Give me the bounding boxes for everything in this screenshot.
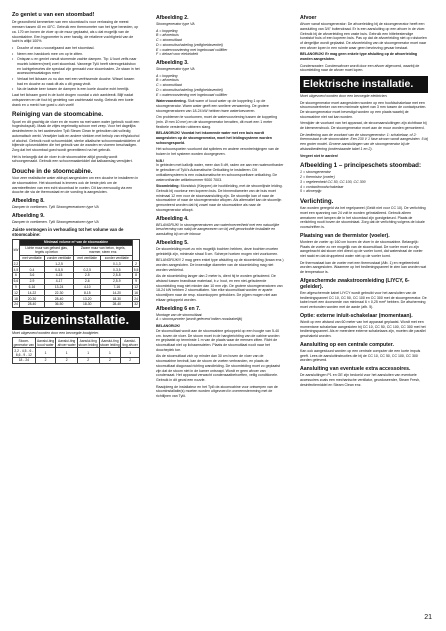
- steam-line-text: Mondstuk (Kleppen) de hoofdleiding, met de stroomlijnde leiding. Gebruik bij voorkeur een koperen buis. De binnendiameter van de buis moet minimaal 12 mm voor de stoomaansluiting zijn. De stoomlijn kan of naar de stoomcabine of naar de stoomgenerator aflopen. Als alternatief kan de stoomlijn gemonteerd worden dat hij zowel naar de stoomcabine als naar de stoomgenerator afloopt.: [156, 184, 283, 212]
- table-cell: 24: [134, 296, 138, 301]
- table-cell: 6,6: [13, 279, 19, 284]
- table-cell: 9: [133, 278, 140, 284]
- table-header-cell: Aanslui-ting afvoer water: [57, 338, 76, 347]
- page-number: 21: [424, 614, 432, 621]
- important-note: BELANGRIJK! Voordat het inkomende water met een buis wordt aangesloten op de stoomgenerator, moet het leidingsysteem worden schoongespoeld.: [156, 131, 272, 145]
- column-middle: [156, 12, 284, 401]
- figure-5-insulation: Als de stoomleiding langer dan 2 meter is, dient hij te worden geïsoleerd. De afstand tussen brandbaar materiaal, b.v. hout, en een niet-geïsoleerde stoomleiding mag niet minder dan 10 mm zijn. De grotere stoomgeneratoren van 18-24 kW hebben 2 stoomuitlaten. Van elke stoomuitlaat worden er aparte stoomlijnen naar de resp. stoomkoppen getrokken. De pijpen mogen niet aan elkaar gekoppeld worden.: [156, 274, 283, 302]
- figure-6-heading: Afbeelding 6 en 7.: [156, 305, 201, 312]
- table-cell: 7-16: [101, 284, 133, 290]
- intro-paragraph: De gezondheid kenmerken van een stoombad is voor verlossing de meest mensen tussen 40 en 40°C. Gebruik een thermometer van het type beneden, op ca. 170 cm boven de vloer op de muur geplaatst, als u dat mogelijk van de stoomkabine. Een hygrometer is zeer handig, de relatieve vochtigheid van de lucht is altijd 100%.: [12, 20, 139, 44]
- flush-paragraph: Het schoonspoelen voorkomt dat splinters en andere verontreinigingen van de buizen in het systeem worden doorgegeven.: [156, 147, 279, 157]
- shielded-cable-paragraph: Een afgeschermde kabel LIYCY wordt gebruikt voor het aansluiten van de bedieningspaneel CC 10, CC 50, CC 100 en CC 300 met de stoomgenerator. De kabel moet een doorsnede van minimaal 6 × 0,25 mm² hebben. De afscherming moet verbonden worden met de aarde (afb. 5).: [300, 290, 427, 310]
- table-cell: 2-6: [74, 278, 101, 284]
- figure-1-item: 4 = contact/noodschakelaar: [300, 184, 344, 189]
- col-heavy-wall: Zware muur van beton, tegels, marmer, steen enz.: [74, 245, 133, 255]
- figure-2-item: A = koppeling: [156, 28, 178, 33]
- table-cell: 12: [14, 290, 18, 295]
- table-cell: 4-17: [44, 278, 73, 284]
- table-cell: 3-6: [19, 273, 44, 279]
- electrical-paragraph: De stoomgenerator moet aangesloten worden op een hoofdschakelaar met een stroomonderbreker van een minimale spleet van 3 mm tussen de contactpunten. De stroomgenerator moet bevestigd worden op een plaats waarbij de stoomcabine niet nat kan worden.: [300, 100, 427, 119]
- table-cell: 18: [14, 296, 18, 301]
- table-cell: 6-16: [19, 284, 44, 290]
- figure-5-note: BELANGRIJK!!! 2 mag geen enkel type afsluiting op de stoomleiding (kraan enz.) worden aangesloten. De inwendige diameter van de stoomleiding mag niet worden verkleind.: [156, 258, 284, 272]
- steam-line-paragraph: [156, 184, 284, 213]
- water-supply-text: Sluit warm of koud water op de koppeling 1 op de stoomgenerator. Warm water geeft een snellere verwarming. De grotere stoomgeneratoren van 18-24 kW hebben twee watertoevoeren.: [156, 99, 269, 113]
- table-cell: 0-3,5: [101, 267, 133, 273]
- sensor-placement-paragraph: Monteer de voeler op 160 cm boven de vloer in de stoomcabine. Belangrijk: Plaats de voeler zo ver mogelijk van de stoomuitlaat. De voeler moet zo zijn aangebracht dat stoom niet direct op de voeler komt, dat waterstraal de voeler niet raakt en dat druppelend water niet op de voeler komt.: [300, 239, 423, 259]
- table-cell: 2,2: [13, 261, 19, 266]
- figure-1-item: 3 = regeleenheid CC 50, CC 100, CC 300: [300, 179, 366, 184]
- steam-outlet-paragraph-3: Raadpleeg de installateur en het Tylö de-stoomcabine voor ontwerpen van de stoominstallatie(s) moeten worden uitgevoerd in overeenstemming met de richtlijnen van Tylö.: [156, 384, 278, 399]
- water-supply-paragraph: [156, 99, 284, 113]
- power-table: [12, 239, 140, 308]
- list-item: • Ontspan u en geniet vanuit stomende zachte dampen. Tip: U kunt zelfs naar muziek luisteren(met) zoet stoombad. Vanwege Tylö heeft stereogeluidsbox en luchtgebeurtes die speciaal zijn gemaakt voor stoombaden. Ze staan in het accessoirescatalogus mee!: [12, 57, 140, 76]
- table-cell: 1: [99, 348, 121, 358]
- pipe-table-body: [13, 348, 140, 364]
- figure-1-item: 1 = stoomgenerator: [300, 170, 331, 175]
- steam-bath-heading: Zo geniet u van een stoombad!: [12, 12, 95, 18]
- sub-header: met ventilatie: [74, 255, 101, 261]
- table-cell: 2-9: [19, 278, 44, 284]
- lighting-heading: Verlichting.: [300, 197, 334, 205]
- table-cell: 4-15: [44, 273, 73, 279]
- table-cell: 4-10: [74, 284, 101, 290]
- col-min-volume: Minimaal volume m³ van de stoomcabine: [19, 240, 132, 246]
- nb-heading: N.B.!: [156, 158, 165, 163]
- table-cell: 14-22: [19, 290, 44, 296]
- table-cell: 8-15: [74, 290, 101, 296]
- steam-outlet-paragraph-2: Als de stoomuitlaat zich op minder dan 30 cm boven de vloer van de stoomcabine bevindt, kan de stoom de voeten verbranden, en plaats de stoomuitlaat diagonaal richting wandleiding. De stoomleiding moet zo geplaatst zijn dat de stoom niet in de kamer ontsnapt. Wordt er geen afvoer van condensaat. Het apparaat verwacht condensaatbehoeften, veilig conditionele. Gebruik in dit geval een nozzle.: [156, 354, 281, 383]
- power-table-heading: Juiste vermogen in verhouding tot het volume van de stoomcabine:: [12, 226, 124, 237]
- nb-paragraph: In gebieden met kalkrijk water, meer dan 5 dH, raden we aan een waterontharder te gebruiken of Tylö's Automatische Ontkalking te installeren. Dit ontkalkersysteem is een volautomatische en schoonspoelbare ontkalking. De waterontharder artikelnummer 9000 7003.: [156, 163, 284, 182]
- table-header-cell: Aanslui-ting koud water: [36, 338, 55, 347]
- table-cell: 1: [121, 348, 140, 358]
- table-cell: 2-5: [74, 273, 101, 279]
- figure-3-item: B = afvoerbuis: [156, 78, 179, 83]
- list-item: • Neem een handdoek mee om op te zitten.: [12, 52, 140, 57]
- figure-3-item: A = koppeling: [156, 73, 178, 78]
- figure-1-heading: Afbeelding 1 – principeschets stoombad:: [300, 161, 422, 169]
- table-cell: 9: [13, 284, 20, 290]
- figure-2-item: E = watervoorziening met ingebouwd vuilfilter: [156, 47, 228, 52]
- list-item: • Verlaat het lichaam zo nu dan met een verfrissende douche. Wissel tussen bad en douche zo vaak dit als u dit graag vindt.: [12, 77, 140, 87]
- table-cell: 28-40: [44, 296, 73, 302]
- sub-header: met ventilatie: [19, 255, 44, 261]
- table-cell: 20-30: [19, 296, 44, 302]
- accessories-heading: Aansluiting van eventuele extra accessoires.: [300, 366, 411, 373]
- table-cell: 1: [77, 348, 99, 358]
- figure-2-item: C = stoomuitlaat: [156, 38, 182, 43]
- table-cell: 32: [134, 302, 138, 307]
- pipe-table-header: [13, 338, 140, 348]
- figure-3-item: E = watervoorziening met ingebouwd vuilfilter: [156, 92, 228, 97]
- extra-paragraph: Laat het lichaam goed in de lucht drogen voordat u zich aankleedt. Blijf nadat ontspannen en de fout bij genieting van zachtmaakt rustig. Gebruik een koele drank en u merkt hoe goed u zich voelt!: [12, 93, 134, 107]
- power-table-body: [13, 261, 140, 307]
- table-cell: 2: [99, 358, 121, 364]
- table-cell: 13-20: [74, 296, 101, 302]
- sub-header: zonder ventilatie: [101, 255, 133, 261]
- figure-2-item: D = stoomuitschakeling (veiligheidsventiel): [156, 42, 223, 47]
- figure-1-item: 5 = afvoerpijp: [300, 189, 322, 194]
- cleaning-paragraph: Spoel en dit grachtig de vloer en de muren na met warm water (gebruik nooit een hogedrukspuit). Maak de zitjes regelmatig schoon met zeep. Voor het dagelijks desinfecteren is het aanbevolen Tylö Steam Clean te gebruiken dat volledig automatisch werkt. Verwijder kalk en andere vlekken met behulp van ethylalcohol of alcohol. Gebruik nooit schuurmiddel, sterke alkalische schoonmaakmiddelen of bijtende oplosmiddelen die het gebruik van de wanden en vloeren beschadigen. Zorg dat het stoombad goed wordt geventileerd na het gebruik.: [12, 119, 140, 153]
- table-cell: 1: [56, 348, 77, 358]
- column-right: [300, 12, 428, 389]
- table-cell: 2: [133, 261, 140, 267]
- table-cell: 1-2,5: [44, 261, 73, 267]
- table-row: [13, 358, 140, 364]
- col-extra: [133, 240, 140, 261]
- figure-9-caption: Dampen in voetbenen. Tylö Stoomgeneratoren type VA: [12, 219, 99, 224]
- table-row: [13, 301, 140, 307]
- table-cell: 18-30: [101, 296, 133, 302]
- table-cell: 28-40: [19, 301, 44, 307]
- table-header-cell: Stoom-generator van: [13, 338, 35, 347]
- figure-8-caption: Dampen in voetbenen. Tylö Stoomgeneratoren type VA: [12, 205, 99, 210]
- figure-1-item: 2 = thermistor (voeler): [300, 175, 335, 180]
- pipe-installation-subtitle: Moet uitgevoerd worden door een bevoegde loodgieter.: [12, 330, 100, 335]
- figure-2-item: B = afvoerbuis: [156, 33, 179, 38]
- usage-list: [12, 46, 140, 92]
- table-cell: 8: [133, 273, 140, 279]
- figure-2-subtitle: Stoomgenerator type VA: [156, 22, 195, 26]
- figure-5-caption: De stoomleiding moet zo min mogelijk bochten hebben, deze bochten moeten geleidelijk zijn, minimale straal 5 cm. Scherpe hoeken mogen niet voorkomen.: [156, 246, 279, 256]
- pipe-installation-banner: Buizeninstallatie.: [12, 311, 140, 330]
- table-cell: 0-4: [19, 267, 44, 273]
- electrical-paragraph-2: Verwijder de voorkant van het apparaat, de stroomaansluitingen zijn zichtbaar bij de klemmenstrook. De stoomgenerator moet aan de muur worden gemonteerd.: [300, 121, 427, 131]
- figure-9-heading: Afbeelding 9.: [12, 212, 45, 219]
- table-cell: 4,5: [13, 267, 19, 272]
- table-cell: 13-24: [44, 284, 73, 290]
- electrical-installation-subtitle: Moet uitgevoerd worden door een bevoegde elektricien.: [300, 94, 388, 99]
- electrical-paragraph-3: De bediening aan de voorkant van de stoomgenerator: 1: schakelaar, of 2: thermostaat in de stoomcabine. Een 230 V 1 fase stroom wordt aangesloten. 5 bij een groter model. Groene aansluitingen van de stoomgenerator bij de afstandbediening (onderstaande tabel 1 en 2).: [300, 132, 428, 151]
- table-cell: 2: [35, 358, 56, 364]
- col-kw: kW: [13, 240, 20, 261]
- lighting-paragraph: Kan worden geregeld via het regelpaneel (Geldt niet voor CC 10). De verlichting moet een spanning van 24 volt te worden geïnstalleerd. Gebruik alleen armaturen met lampen die in het stoombad zijn goedgekeurd. Plaats de verlichting nooit boven de stoominlaat. Zorg dat de verlichting volgens de lokale voorschriften is.: [300, 206, 426, 230]
- figure-8-heading: Afbeelding 8.: [12, 198, 45, 205]
- table-cell: 2,5-9: [101, 278, 133, 284]
- table-cell: 12: [134, 284, 138, 289]
- sub-header: zonder ventilatie: [44, 255, 73, 261]
- steam-outlet-paragraph: De stoomuitlaat wordt aan de stoomcabine gekoppeld op een hoogte van 5-40 cm. boven de vloer. De stoom moet in de hangterichting van de cabine worden en geplaatst op tenminste 1 m van de plaats waar de mensen zitten. Richt de stoomuitlaat niet op lichaamsdelen. Plaats de stoomuitlaat nooit naar het doucheplek toe.: [156, 328, 280, 352]
- external-switch-paragraph: Wordt op een afstand van 60 meter van het apparaat geplaatst. Wordt met een momentane schakelaar aangesloten bij CC 10, CC 50, CC 100, CC 300 met het bedieningspaneel. Als er meerdere externe schakelaars zijn, moeten die parallel geschakeld worden.: [300, 319, 426, 339]
- grounding-note: Vergeet niet te aarden!: [300, 153, 339, 158]
- table-cell: 2,5-8: [101, 273, 133, 279]
- figure-6-caption: Montage van de stoomuitlaat.: [156, 312, 203, 317]
- table-header-cell: Aanslui-ting stoom leiding: [78, 338, 98, 347]
- table-cell: 28-40: [101, 301, 133, 307]
- water-supply-heading: Watervoorziening.: [156, 99, 187, 104]
- figure-2-heading: Afbeelding 2.: [156, 15, 189, 21]
- table-header-cell: Aanslui-ting afvoer: [122, 338, 138, 347]
- col-light-wall: Lichte muur van gehard glas, tegels op beton: [19, 245, 73, 255]
- central-computer-paragraph: Kan ook aangestuurd worden op een centrale computer die een korte impuls geeft. Lees de aansluitinstructies die bij de CC 10, CC 50, CC 100, CC 300 worden geleverd.: [300, 348, 421, 363]
- figure-5-heading: Afbeelding 5.: [156, 239, 189, 246]
- water-supply-paragraph-2: Om problemen te voorkomen, moet de watervoorziening tussen de koppeling (min. Ø mm 10 mm) en de stoomgenerator bevatten, dit moet een 1 meter flexibele versterkte rubberen slang.: [156, 115, 278, 129]
- table-cell: 5,5: [133, 267, 139, 272]
- table-cell: 18-30: [74, 301, 101, 307]
- central-computer-heading: Aansluiting op een centrale computer.: [300, 341, 394, 348]
- table-cell: 2,2 - 4,5 - 6 - 6,6 - 9 - 12: [14, 348, 34, 357]
- drain-heading: Afvoer: [300, 15, 317, 21]
- table-cell: 0-2,5: [74, 267, 101, 273]
- condensate-paragraph: Condenswater: Condensafvoer wordt door een afvoer afgevoerd, waarbij de stoomleiding naar de afvoer moet lopen.: [300, 63, 420, 73]
- table-cell: 24: [14, 302, 18, 307]
- table-cell: 2: [56, 358, 77, 364]
- figure-3-item: D = stoomuitschakeling (veiligheidsventiel): [156, 87, 223, 92]
- table-cell: 16: [134, 290, 138, 295]
- external-switch-heading: Optie: externe in/uit-schakelaar (momentaan).: [300, 312, 413, 319]
- figure-6-item: A = stoomsproeier (wordt geleverd indien noodzakelijk): [156, 317, 243, 322]
- accessories-paragraph: De aansluitingen P1 en GE zijn bedoeld voor het aansluiten van eventuele accessoires zoals een mechanische ventilator, geurdoseerder, Steam Fresh, desinfectiemiddel en Steam Clean enz.: [300, 373, 421, 387]
- important-heading-2: BELANGRIJK!: [156, 324, 181, 329]
- table-cell: 14-20: [101, 290, 133, 296]
- steam-line-heading: Stoomleiding:: [156, 184, 180, 189]
- shower-heading: Douche in de stoomcabine.: [12, 167, 93, 175]
- cleaning-paragraph-2: Het is belangrijk dat de vloer in de stoomcabine altijd grondig wordt schoongemaakt. Gebruik een schoonmaakmiddel dat kalkaanslag verwijdert.: [12, 154, 133, 164]
- table-row: [13, 348, 140, 358]
- figure-3-subtitle: Stoomgenerator type VA: [156, 67, 195, 72]
- sensor-placement-paragraph-2: De thermostaat kan de voeler met een thermostaat (Afb. 1) en regeleenheid worden aangesloten. Waarmee op het bedieningspaneel te zien kan worden wat de temperatuur is.: [300, 260, 427, 275]
- sensor-placement-heading: Plaatsing van de thermistor (voeler).: [300, 232, 390, 239]
- pipe-table: [12, 337, 140, 363]
- list-item: • Na de laatste keer tussen de dampen is een koele douche echt heerlijk.: [12, 87, 140, 92]
- figure-3-item: C = stoomuitlaat: [156, 83, 182, 88]
- figure-4-caption: BELANGRIJK! In stoomgeneratoren van waterhoeveelheid met een natuurlijke bescherming van nabij de aangewezen om bij zelf-geoorloofde installatie en aansluiting bij om de inbouw: [156, 222, 280, 237]
- table-cell: 0-1,3: [101, 261, 133, 267]
- table-cell: 6: [13, 273, 20, 279]
- table-cell: 0-5,5: [44, 267, 73, 273]
- table-cell: 36-50: [44, 301, 73, 307]
- cleaning-heading: Reiniging van de stoomcabine.: [12, 111, 104, 119]
- figure-2-item: F = deksel voor elektriciteit: [156, 52, 199, 57]
- column-left: [12, 12, 140, 367]
- table-cell: 22-30: [44, 290, 73, 296]
- figure-4-heading: Afbeelding 4.: [156, 215, 189, 222]
- figure-3-heading: Afbeelding 3.: [156, 60, 189, 67]
- table-header-cell: Aanslui-ting stoom leiding: [100, 338, 120, 347]
- table-cell: 2: [77, 358, 99, 364]
- table-cell: 1: [35, 348, 56, 358]
- list-item: • Douche of was u voorafgaand aan het stoombad.: [12, 46, 140, 51]
- shower-paragraph: Voor zeer realistische water afdrupt aangesloten om een douche te installeren in de stoomcabine. Het stoombad is immers ook de beste plek om de warmteeffecten van een echt stoombad te voelen. Dit kan eenvoudig via een douche die via de thermostaat en de voeding is aangesloten.: [12, 176, 139, 195]
- drain-important: BELANGRIJK! Er mag geen enkele type afsluiting op de afvoerleiding worden aangesloten.: [300, 52, 418, 62]
- drain-paragraph: Afvoer vanaf stoomgenerator: De afvoerleiding bij de stoomgenerator heeft een aansluiting van 3/4" buitendraad. Er is een aansluiting op een afvoer in de vloer. Gebruik bij de afvoerleiding een vaste buis. Gebruik een hittebestendige kunststof buis of een koperen buis. Pas op dat de afvoerleiding niet op rolstoelen of dergelijke wordt geplaatst. De afvoerleiding van de stoomgenerator moet naar een afvoer lopen in een ruimte waar geen bevriezing gevaar bestaat.: [300, 22, 427, 50]
- table-cell: 2: [121, 358, 140, 364]
- table-cell: 18 - 24: [13, 358, 36, 364]
- shielded-cable-heading: Afgeschermde zwakstroomleiding (LIYCY, 6-geleider).: [300, 277, 410, 290]
- electrical-installation-banner: Elektrische installatie.: [300, 76, 428, 93]
